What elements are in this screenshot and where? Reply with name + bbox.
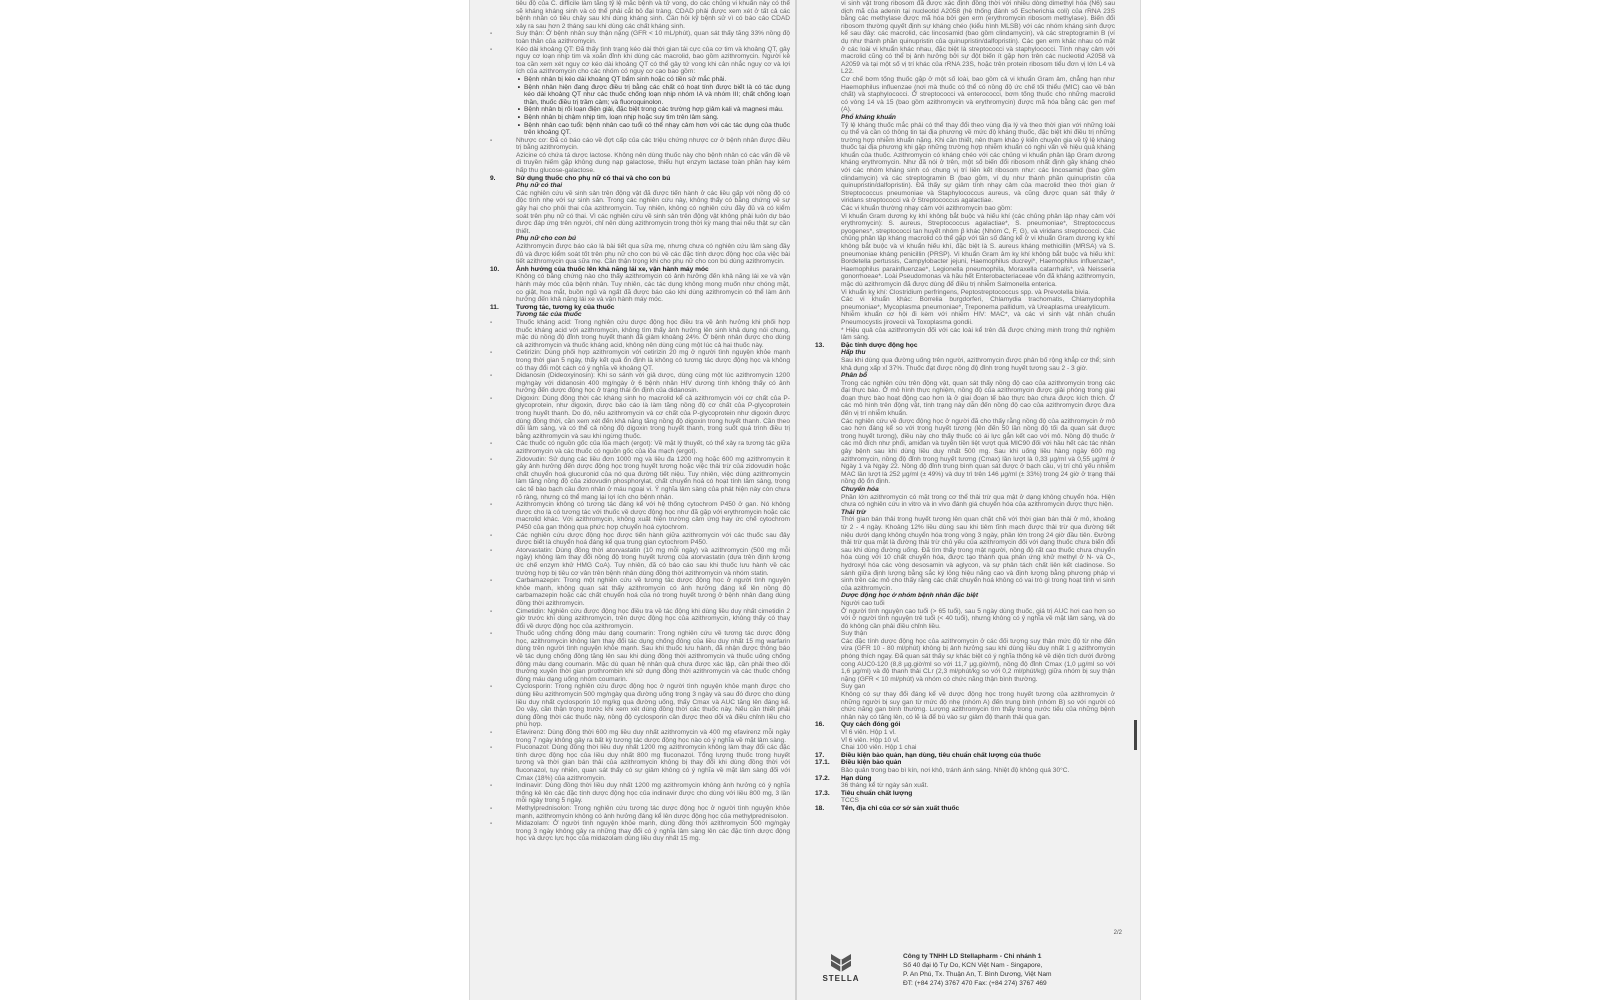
item-text: Efavirenz: Dùng đồng thời 600 mg liều duy nhất azithromycin và 400 mg efavirenz mỗi ngày trong 7 ngày không gây ra bất kỳ tương tác dược động học nào có ý nghĩa về mặt lâm sàng.	[516, 729, 790, 744]
item-text: Phần lớn azithromycin có mặt trong cơ thể thải trừ qua mật ở dạng không chuyển hóa. Hiện chưa có nghiên cứu in vitro và in vivo đánh giá chuyển hóa của azithromycin được thực hiện.	[841, 493, 1115, 509]
item-marker: 9.	[490, 174, 496, 182]
company-phone: ĐT: (+84 274) 3767 470 Fax: (+84 274) 3767 469	[903, 980, 1047, 987]
item-text: Nhiễm khuẩn cơ hội đi kèm với nhiễm HIV: MAC*, và các vi sinh vật nhân chuẩn Pneumocystis jirovecii và Toxoplasma gondii.	[841, 311, 1115, 326]
paragraph	[815, 76, 1115, 114]
item-marker: 10.	[490, 265, 500, 273]
section-subheading	[815, 349, 1115, 357]
paragraph	[490, 30, 790, 45]
paragraph	[490, 273, 790, 303]
company-address-1: Số 40 đại lộ Tự Do, KCN Việt Nam - Singapore,	[903, 962, 1043, 969]
item-marker	[815, 737, 841, 745]
item-text: Azithromycin không có tương tác đáng kể với hệ thống cytochrom P450 ở gan. Nó không được cho là có tương tác với thuốc về dược động học như đã gặp với erythromycin hoặc các macrolid khác. Với azithromycin, không xuất hiện trường cảm ứng hay ức chế cytochrom P450 của gan thông qua phức hợp chuyển hoá cytochrom.	[516, 501, 790, 531]
item-marker: -	[490, 455, 493, 463]
item-marker: -	[490, 349, 493, 357]
item-text: Các nghiên cứu dược động học được tiến hành giữa azithromycin với các thuốc sau đây được biết là chuyển hoá đáng kể qua trung gian cytochrom P450.	[516, 531, 790, 547]
paragraph	[490, 152, 790, 175]
item-text: Tương tác của thuốc	[516, 311, 582, 319]
item-text: tiêu độ của C. difficile làm tăng tỷ lệ mắc bệnh và tử vong, do các chủng vi khuẩn này có thể sẽ kháng kháng sinh và có thể phải cắt bỏ đại tràng. CDAD phải được xem xét ở tất cả các bệnh nhân có tiêu chảy sau khi dùng kháng sinh. Cần hỏi kỹ bệnh sử vì có báo cáo CDAD xảy ra sau hơn 2 tháng sau khi dùng các chất kháng sinh.	[516, 0, 790, 30]
bullet-item	[490, 114, 790, 122]
company-info	[903, 952, 1052, 988]
paragraph	[815, 357, 1115, 372]
item-text: Atorvastatin: Dùng đồng thời atorvastatin (10 mg mỗi ngày) và azithromycin (500 mg mỗi ngày) không làm thay đổi nồng độ trong huyết tương của atorvastatin (dựa trên định lượng ức chế enzym khử HMG CoA). Tuy nhiên, đã có báo cáo sau khi thuốc lưu hành về các trường hợp bị tiêu cơ vân trên bệnh nhân dùng đồng thời azithromycin và nhóm statin.	[516, 546, 790, 577]
paragraph	[815, 205, 1115, 213]
bullet-item	[490, 84, 790, 107]
item-text: vi sinh vật trong ribosom đã được xác định đồng thời với nhiều dòng dimethyl hóa (N6) sau dịch mã của adenin tại nucleotid A2058 (hệ thống đánh số Escherichia coli) của rRNA 23S bằng các methylase được mã hóa bởi gen erm (erythromycin ribosom methylase). Biến đổi ribosom thường quyết định sự kháng chéo (kiểu hình MLSB) với các nhóm kháng sinh được kể sau đây: các macrolid, các lincosamid (bao gồm clindamycin), và các streptogramin B (ví dụ như thành phần quinupristin của quinupristin/dalfopristin). Các gen erm khác nhau có mặt ở các loài vi khuẩn khác nhau, đặc biệt là streptococci và staphylococci. Tính nhạy cảm với macrolid cũng có thể bị ảnh hưởng bởi sự đột biến ít gặp hơn trên các nucleotid A2058 và A2059 và tại một số vị trí khác của rRNA 23S, hoặc trên protein ribosom tiểu đơn vị lớn L4 và L22.	[841, 0, 1115, 76]
item-marker	[815, 327, 841, 342]
paragraph	[815, 327, 1115, 342]
item-marker: -	[490, 531, 493, 539]
item-marker	[815, 494, 841, 509]
item-marker: -	[490, 546, 493, 554]
section-subheading	[815, 486, 1115, 494]
item-text: Vỉ 6 viên. Hộp 10 vỉ.	[841, 736, 900, 744]
item-marker: -	[490, 501, 493, 509]
item-text: Người cao tuổi	[841, 599, 885, 607]
item-text: Vỉ 6 viên. Hộp 1 vỉ.	[841, 729, 896, 736]
item-marker	[815, 205, 841, 213]
item-marker	[490, 190, 516, 236]
item-text: Các vi khuẩn thường nhạy cảm với azithromycin bao gồm:	[841, 205, 1013, 213]
paragraph	[815, 797, 1115, 805]
item-marker: 17.	[815, 751, 825, 759]
item-text: Các vi khuẩn khác: Borrelia burgdorferi, Chlamydia trachomatis, Chlamydophila pneumoniae*, Mycoplasma pneumoniae*, Treponema pallidum, và Ureaplasma urealyticum.	[841, 296, 1115, 311]
item-text: Cetirizin: Dùng phối hợp azithromycin với cetirizin 20 mg ở người tình nguyện khỏe mạnh trong thời gian 5 ngày, thấy kết quả ổn định là không có tương tác dược động học và không có thay đổi một cách có ý nghĩa về khoảng QT.	[516, 349, 790, 372]
item-text: Chuyển hóa	[841, 486, 879, 493]
item-text: Điều kiện bảo quản, hạn dùng, tiêu chuẩn chất lượng của thuốc	[841, 751, 1041, 759]
item-text: Phổ kháng khuẩn	[841, 113, 896, 121]
section-heading	[815, 805, 1115, 813]
item-marker	[815, 516, 841, 592]
item-marker: 18.	[815, 804, 825, 812]
paragraph	[490, 319, 790, 349]
item-marker	[815, 122, 841, 206]
edge-mark	[1134, 720, 1137, 750]
company-name: Công ty TNHH LD Stellapharm - Chi nhánh 1	[903, 953, 1042, 960]
item-text: Zidovudin: Sử dụng các liều đơn 1000 mg và liều đa 1200 mg hoặc 600 mg azithromycin ít gây ảnh hưởng đến dược động học trong huyết tương hoặc việc thải trừ của zidovudin hoặc chất chuyển hoá glucuronid của nó qua đường tiết niệu. Tuy nhiên, việc dùng azithromycin làm tăng nồng độ của zidovudin phosphorylat, chất chuyển hoá có hoạt tính lâm sàng, trong các tế bào bạch cầu đơn nhân ở máu ngoại vi. Ý nghĩa lâm sàng của phát hiện này còn chưa rõ ràng, nhưng có thể mang lại lợi ích cho bệnh nhân.	[516, 455, 790, 501]
item-marker	[815, 797, 841, 805]
item-marker	[815, 289, 841, 297]
item-marker	[815, 372, 841, 380]
item-marker: •	[517, 121, 520, 129]
page-number: 2/2	[1113, 930, 1122, 936]
manufacturer-block	[815, 952, 1115, 996]
item-marker	[815, 608, 841, 631]
item-text: Vi khuẩn kỵ khí: Clostridium perfringens, Peptostreptococcus spp. và Prevotella bivia.	[841, 288, 1091, 296]
item-text: Suy gan	[841, 683, 866, 691]
item-text: Các thuốc có nguồn gốc của lõa mạch (ergot): Về mặt lý thuyết, có thể xảy ra tương tác giữa azithromycin và các thuốc có nguồn gốc của lõa mạch (ergot).	[516, 440, 790, 456]
item-text: Suy thận: Ở bệnh nhân suy thận nặng (GFR < 10 mL/phút), quan sát thấy tăng 33% nồng độ toàn thân của azithromycin.	[516, 30, 790, 45]
item-marker: 17.2.	[815, 774, 830, 782]
item-marker	[815, 0, 841, 76]
paragraph	[490, 630, 790, 683]
item-marker	[815, 486, 841, 494]
bullet-item	[490, 106, 790, 114]
item-text: Azicine có chứa tá dược lactose. Không nên dùng thuốc này cho bệnh nhân có các vấn đề về di truyền hiếm gặp không dung nạp galactose, thiếu hụt enzym lactase toàn phần hay kém hấp thu glucose-galactose.	[516, 151, 790, 175]
item-marker: -	[490, 318, 493, 326]
section-subheading	[815, 114, 1115, 122]
paragraph	[815, 744, 1115, 752]
paragraph	[490, 190, 790, 236]
stella-logo	[815, 952, 867, 983]
item-text: Thuốc uống chống đông máu dạng coumarin: Trong nghiên cứu về tương tác dược động học, azithromycin không làm thay đổi tác dụng chống đông của liều duy nhất 15 mg warfarin dùng trên người tình nguyện khỏe mạnh. Sau khi thuốc lưu hành, đã nhận được thông báo về tác dụng chống đông tăng lên sau khi dùng đồng thời azithromycin và thuốc uống chống đông máu dạng coumarin. Mặc dù quan hệ nhân quả chưa được xác lập, cần phải theo dõi thường xuyên thời gian prothrombin khi sử dụng đồng thời azithromycin và các thuốc chống đông máu dạng uống nhóm coumarin.	[516, 630, 790, 683]
paragraph	[815, 311, 1115, 326]
section-heading	[815, 721, 1115, 729]
paragraph	[490, 395, 790, 441]
paragraph	[490, 820, 790, 843]
item-marker	[815, 296, 841, 311]
item-text: Nhược cơ: Đã có báo cáo về đợt cấp của các triệu chứng nhược cơ ở bệnh nhân được điều trị bằng azithromycin.	[516, 136, 790, 152]
item-text: Methylprednisolon: Trong nghiên cứu tương tác dược động học ở người tình nguyện khỏe mạnh, azithromycin không có ảnh hưởng đáng kể lên dược động học của methylprednisolon.	[516, 804, 790, 820]
paragraph	[815, 683, 1115, 691]
item-text: Trong các nghiên cứu trên động vật, quan sát thấy nồng độ cao của azithromycin trong các đại thực bào. Ở mô hình thực nghiệm, nồng độ của azithromycin được giải phóng trong giai đoạn thực bào hoạt động cao hơn là ở giai đoạn tế bào thực bào chưa được kích thích. Ở các mô hình trên động vật, tính trạng này dẫn đến nồng độ cao của azithromycin được đưa đến vị trí nhiễm khuẩn.	[841, 379, 1115, 418]
item-text: Tương tác, tương kỵ của thuốc	[516, 303, 615, 311]
item-marker: -	[490, 744, 493, 752]
item-marker: -	[490, 30, 493, 38]
item-text: Digoxin: Dùng đồng thời các kháng sinh họ macrolid kể cả azithromycin với cơ chất của P-glycoprotein, như digoxin, được báo cáo là làm tăng nồng độ cơ chất của P-glycoprotein trong huyết thanh. Do đó, nếu azithromycin và cơ chất của P-glycoprotein như digoxin được dùng đồng thời, cần xem xét đến khả năng tăng nồng độ digoxin trong huyết thanh. Cần theo dõi lâm sàng, và có thể cả nồng độ digoxin trong huyết thanh, trong suốt quá trình điều trị bằng azithromycin và sau khi ngừng thuốc.	[516, 394, 790, 440]
item-marker	[815, 509, 841, 517]
item-marker: -	[490, 630, 493, 638]
paragraph	[490, 532, 790, 547]
section-heading	[815, 759, 1115, 767]
item-text: Không có sự thay đổi đáng kể về dược động học trong huyết tương của azithromycin ở những người bị suy gan từ mức độ nhẹ (nhóm A) đến trung bình (nhóm B) so với người có chức năng gan bình thường. Lượng azithromycin tìm thấy trong nước tiểu của những bệnh nhân này có tăng lên, có lẽ là để bù vào sự giảm độ thanh thải qua gan.	[841, 691, 1115, 721]
paragraph	[490, 782, 790, 805]
paragraph	[815, 608, 1115, 631]
paragraph	[815, 0, 1115, 76]
item-text: Phụ nữ cho con bú	[516, 235, 577, 243]
paragraph	[490, 243, 790, 266]
item-marker	[815, 380, 841, 418]
paragraph	[490, 372, 790, 395]
paragraph	[815, 782, 1115, 790]
item-text: Tên, địa chỉ của cơ sở sản xuất thuốc	[841, 804, 960, 812]
paragraph	[815, 767, 1115, 775]
item-text: Cyclosporin: Trong nghiên cứu được động học ở người tình nguyện khỏe mạnh được cho dùng liều azithromycin 500 mg/ngày qua đường uống trong 3 ngày và sau đó được cho dùng liều duy nhất cyclosporin 10 mg/kg qua đường uống, thấy Cmax và AUC tăng lên đáng kể. Do vậy, cần thận trọng trước khi xem xét dùng đồng thời các thuốc này. Nếu cần thiết phải dùng đồng thời các thuốc này, nồng độ cyclosporin cần được theo dõi và điều chỉnh liều cho phù hợp.	[516, 683, 790, 729]
item-text: Midazolam: Ở người tình nguyện khỏe mạnh, dùng đồng thời azithromycin 500 mg/ngày trong 3 ngày không gây ra những thay đổi có ý nghĩa lâm sàng lên các đặc tính dược động học và dược lực học của midazolam dùng liều duy nhất 15 mg.	[516, 820, 790, 843]
paragraph	[815, 418, 1115, 486]
item-marker: -	[490, 577, 493, 585]
item-marker	[815, 744, 841, 752]
paragraph	[490, 805, 790, 820]
item-marker	[490, 235, 516, 243]
item-text: Chai 100 viên. Hộp 1 chai	[841, 744, 917, 752]
item-text: Quy cách đóng gói	[841, 721, 901, 729]
item-text: Không có bằng chứng nào cho thấy azithromycin có ảnh hưởng đến khả năng lái xe và vận hành máy móc của bệnh nhân. Tuy nhiên, các tác dụng không mong muốn như chóng mặt, co giật, hoa mắt, buồn ngủ và ngất đã được báo cáo khi dùng azithromycin có thể làm ảnh hưởng đến khả năng lái xe và vận hành máy móc.	[516, 273, 790, 304]
paragraph	[490, 608, 790, 631]
item-marker	[815, 592, 841, 600]
item-marker: 11.	[490, 303, 499, 311]
item-text: 36 tháng kể từ ngày sản xuất.	[841, 782, 929, 790]
paragraph	[490, 683, 790, 729]
item-text: Phụ nữ có thai	[516, 182, 563, 190]
item-text: Hấp thu	[841, 349, 866, 357]
paragraph	[815, 737, 1115, 745]
item-text: Bệnh nhân hiện đang được điều trị bằng các chất có hoạt tính được biết là có tác dụng kéo dài khoảng QT như các thuốc chống loạn nhịp nhóm IA và nhóm III; chất chống loạn thần, thuốc điều trị trầm cảm; và fluoroquinolon.	[524, 83, 790, 106]
item-text: Tỷ lệ kháng thuốc mắc phải có thể thay đổi theo vùng địa lý và theo thời gian với những loài cụ thể và cần có thông tin tại địa phương về mức độ kháng thuốc, đặc biệt khi điều trị những trường hợp nhiễm khuẩn nặng. Khi cần thiết, nên tham khảo ý kiến chuyên gia về tỷ lệ kháng thuốc tại địa phương khi gặp những trường hợp nhiễm khuẩn có nghi vấn về hiệu quả kháng khuẩn của thuốc. Azithromycin có kháng chéo với các chủng vi khuẩn phân lập Gram dương kháng erythromycin. Như đã nói ở trên, một số biến đổi ribosom nhất định gây kháng chéo với các nhóm kháng sinh có chung vị trí liên kết ribosom như: các lincosamid (bao gồm clindamycin) và các streptogramin B (bao gồm, ví dụ như thành phần quinupristin của quinupristin/dalfopristin). Đã thấy sự giảm tính nhạy cảm của macrolid theo thời gian ở Streptococcus pneumoniae và Staphylococcus aureus, và cũng được quan sát thấy ở viridans streptococci và ở Streptococcus agalactiae.	[841, 121, 1115, 205]
item-marker	[815, 782, 841, 790]
section-subheading	[815, 592, 1115, 600]
paragraph	[815, 630, 1115, 638]
item-marker: -	[490, 45, 493, 53]
item-text: Thuốc kháng acid: Trong nghiên cứu dược động học điều tra về ảnh hưởng khi phối hợp thuốc kháng acid với azithromycin, không tìm thấy ảnh hưởng lên sinh khả dụng nói chung, mặc dù nồng độ đỉnh trong huyết thanh đã giảm khoảng 24%. Ở bệnh nhân được cho dùng cả azithromycin và thuốc kháng acid, không nên dùng cùng một lúc cả hai thuốc này.	[516, 318, 790, 349]
item-text: Bệnh nhân bị chậm nhịp tim, loạn nhịp hoặc suy tim trên lâm sàng.	[524, 113, 719, 121]
section-heading	[815, 790, 1115, 798]
paragraph	[490, 349, 790, 372]
item-marker	[815, 638, 841, 684]
logo-text: STELLA	[822, 974, 860, 983]
item-marker	[815, 76, 841, 114]
item-marker: •	[517, 113, 520, 121]
item-text: Vi khuẩn Gram dương kỵ khí không bắt buộc và hiếu khí (các chủng phân lập nhạy cảm với erythromycin): S. aureus, Streptococcus agalactiae*, S. pneumoniae*, Streptococcus pyogenes*, streptococci tan huyết nhóm β khác (Nhóm C, F, G), và viridans streptococci. Các chủng phân lập kháng macrolid có thể gặp với tần số đáng kể ở vi khuẩn Gram dương kỵ khí không bắt buộc và vi khuẩn hiếu khí, đặc biệt là S. aureus kháng methicillin (MRSA) và S. pneumoniae kháng penicillin (PRSP). Vi khuẩn Gram âm kỵ khí không bắt buộc và hiếu khí: Bordetella pertussis, Campylobacter jejuni, Haemophilus ducreyi*, Haemophilus influenzae*, Haemophilus parainfluenzae*, Legionella pneumophila, Moraxella catarrhalis*, và Neisseria gonorrhoeae*. Loài Pseudomonas và hầu hết Enterobacteriaceae vốn đã kháng azithromycin, mặc dù azithromycin đã được dùng để điều trị nhiễm Salmonella enterica.	[841, 212, 1115, 288]
item-marker	[815, 767, 841, 775]
right-column	[815, 0, 1115, 813]
item-marker: -	[490, 136, 493, 144]
item-marker: -	[490, 804, 493, 812]
item-marker: -	[490, 729, 493, 736]
item-marker	[490, 0, 516, 30]
item-marker	[490, 273, 516, 303]
item-marker	[815, 683, 841, 691]
item-text: Đặc tính dược động học	[841, 341, 918, 349]
item-text: Dược động học ở nhóm bệnh nhân đặc biệt	[841, 592, 979, 600]
paragraph	[490, 440, 790, 455]
item-marker	[815, 114, 841, 122]
item-marker	[490, 311, 516, 319]
paragraph	[815, 638, 1115, 684]
paragraph	[815, 380, 1115, 418]
section-subheading	[490, 235, 790, 243]
paragraph	[490, 729, 790, 744]
section-subheading	[815, 372, 1115, 380]
item-marker	[815, 213, 841, 289]
item-marker: -	[490, 440, 493, 448]
left-column	[490, 0, 790, 843]
section-subheading	[490, 182, 790, 190]
paragraph	[815, 213, 1115, 289]
item-marker	[490, 182, 516, 190]
item-marker: 13.	[815, 341, 825, 349]
item-marker	[490, 152, 516, 175]
item-marker	[815, 418, 841, 486]
item-marker: •	[517, 106, 520, 114]
paragraph	[815, 600, 1115, 608]
item-marker: •	[517, 75, 520, 83]
item-marker: -	[490, 394, 493, 402]
item-text: Ở người tình nguyện cao tuổi (> 65 tuổi), sau 5 ngày dùng thuốc, giá trị AUC hơi cao hơn so với ở người tình nguyện trẻ tuổi (< 40 tuổi), nhưng không có ý nghĩa về mặt lâm sàng, và do đó không cần phải điều chỉnh liều.	[841, 607, 1115, 630]
paragraph	[490, 456, 790, 502]
item-marker: -	[490, 820, 493, 828]
paragraph	[815, 729, 1115, 737]
company-address-2: P. An Phú, Tx. Thuận An, T. Bình Dương, Việt Nam	[903, 971, 1052, 978]
paragraph	[490, 46, 790, 76]
paragraph	[815, 691, 1115, 721]
item-text: Cơ chế bơm tống thuốc gặp ở một số loài, bao gồm cả vi khuẩn Gram âm, chẳng hạn như Haemophilus influenzae (nơi mà thuốc có thể có nồng độ ức chế tối thiểu (MIC) cao về bản chất) và staphylococci. Ở streptococci và enterococci, bơm tống thuốc cho những macrolid có vòng 14 và 15 (bao gồm azithromycin và erythromycin) được mã hóa bằng các gen mef (A).	[841, 75, 1115, 114]
paragraph	[815, 296, 1115, 311]
item-marker	[815, 729, 841, 737]
paragraph	[490, 501, 790, 531]
item-text: * Hiệu quả của azithromycin đối với các loài kể trên đã được chứng minh trong thử nghiệm lâm sàng.	[841, 326, 1115, 342]
item-text: Azithromycin được báo cáo là bài tiết qua sữa mẹ, nhưng chưa có nghiên cứu lâm sàng đầy đủ và được kiểm soát tốt trên phụ nữ cho con bú về các đặc tính dược động học của việc bài tiết azithromycin qua sữa mẹ. Cần thận trọng khi cho phụ nữ cho con bú dùng azithromycin.	[516, 243, 790, 266]
paragraph	[815, 122, 1115, 206]
item-text: Điều kiện bảo quản	[841, 759, 902, 767]
item-marker: •	[517, 83, 520, 91]
item-text: Fluconazol: Dùng đồng thời liều duy nhất 1200 mg azithromycin không làm thay đổi các đặc tính dược động học của liều duy nhất 800 mg fluconazol. Tổng lượng thuốc trong huyết tương và thời gian bán thải của azithromycin không bị thay đổi khi dùng đồng thời với fluconazol, tuy nhiên, quan sát thấy có sự giảm không có ý nghĩa về mặt lâm sàng đối với Cmax (18%) của azithromycin.	[516, 744, 790, 782]
paragraph	[490, 547, 790, 577]
paragraph	[490, 0, 790, 30]
leaflet-page	[470, 0, 1140, 1000]
item-marker: -	[490, 782, 493, 790]
item-text: Sau khi dùng qua đường uống trên người, azithromycin được phân bố rộng khắp cơ thể; sinh khả dụng xấp xỉ 37%. Thuốc đạt được nồng độ đỉnh trong huyết tương sau 2 - 3 giờ.	[841, 356, 1115, 372]
item-marker: -	[490, 607, 493, 615]
item-marker: 17.1.	[815, 759, 830, 767]
paragraph	[815, 494, 1115, 509]
item-marker: -	[490, 372, 493, 380]
item-text: Các nghiên cứu về được động học ở người đã cho thấy rằng nồng độ của azithromycin ở mô cao hơn đáng kể so với trong huyết tương (lên đến 50 lần nồng độ tối đa quan sát được trong huyết tương), điều này cho thấy thuốc có ái lực gắn kết cao với mô. Nồng độ thuốc ở các mô đích như phổi, amiđan và tuyến tiền liệt vượt quá MIC90 đối với hầu hết các tác nhân gây bệnh sau khi dùng liều duy nhất 500 mg. Sau khi uống liều hàng ngày 600 mg azithromycin, nồng độ đỉnh trong huyết tương (Cmax) lần lượt là 0,33 µg/ml và 0,55 µg/ml ở Ngày 1 và Ngày 22. Nồng độ đỉnh trung bình quan sát được ở bạch cầu, vị trí chủ yếu nhiễm MAC lần lượt là 252 µg/ml (± 49%) và duy trì trên 146 µg/ml (± 33%) trong 24 giờ ở trạng thái nồng độ ổn định.	[841, 417, 1115, 486]
stella-emblem-icon	[828, 952, 854, 974]
bullet-item	[490, 76, 790, 84]
item-text: TCCS	[841, 797, 859, 805]
item-marker	[815, 691, 841, 721]
item-marker	[815, 349, 841, 357]
paragraph	[815, 516, 1115, 592]
item-text: Suy thận	[841, 630, 868, 638]
item-marker	[815, 357, 841, 372]
item-marker: 16.	[815, 721, 825, 729]
item-text: Thải trừ	[841, 508, 866, 516]
item-text: Cimetidin: Nghiên cứu được động học điều tra về tác động khi dùng liều duy nhất cimetidin 2 giờ trước khi dùng azithromycin, trên dược động học của azithromycin, không thấy có thay đổi về dược động học của azithromycin.	[516, 607, 790, 630]
item-marker: 17.3.	[815, 789, 830, 797]
item-text: Ảnh hưởng của thuốc lên khả năng lái xe, vận hành máy móc	[516, 265, 709, 273]
item-text: Sử dụng thuốc cho phụ nữ có thai và cho con bú	[516, 174, 671, 182]
item-text: Bệnh nhân cao tuổi: bệnh nhân cao tuổi có thể nhạy cảm hơn với các tác dụng của thuốc trên khoảng QT.	[524, 121, 790, 137]
item-marker: -	[490, 683, 493, 691]
item-marker	[490, 243, 516, 266]
item-text: Bệnh nhân bị rối loạn điện giải, đặc biệt trong các trường hợp giảm kali và magnesi máu.	[524, 106, 784, 114]
item-text: Các đặc tính dược động học của azithromycin ở các đối tượng suy thận mức độ từ nhẹ đến vừa (GFR 10 - 80 ml/phút) không bị ảnh hưởng sau khi dùng liều duy nhất 1 g azithromycin phóng thích ngay. Đã quan sát thấy sự khác biệt có ý nghĩa thống kê về diện tích dưới đường cong AUC0-120 (8,8 µg.giờ/ml so với 11,7 µg.giờ/ml), nồng độ đỉnh Cmax (1,0 µg/ml so với 1,6 µg/ml) và độ thanh thải CLr (2,3 ml/phút/kg so với 0,2 ml/phút/kg) giữa nhóm bị suy thận nặng (GFR < 10 ml/phút) và nhóm có chức năng thận bình thường.	[841, 637, 1115, 683]
item-text: Bệnh nhân bị kéo dài khoảng QT bẩm sinh hoặc có tiền sử mắc phải.	[524, 75, 727, 83]
paragraph	[490, 577, 790, 607]
bullet-item	[490, 122, 790, 137]
center-fold	[795, 0, 797, 1000]
item-text: Bảo quản trong bao bì kín, nơi khô, tránh ánh sáng. Nhiệt độ không quá 30°C.	[841, 766, 1070, 774]
item-text: Phân bố	[841, 372, 868, 380]
item-text: Thời gian bán thải trong huyết tương lên quan chặt chẽ với thời gian bán thải ở mô, khoảng từ 2 - 4 ngày. Khoảng 12% liều dùng sau khi tiêm tĩnh mạch được thải trừ qua đường tiết niệu dưới dạng không chuyển hóa trong vòng 3 ngày, phần lớn trong 24 giờ đầu tiên. Đường thải trừ qua mật là đường thải trừ chủ yếu của azithromycin đối với dạng thuốc chưa biến đổi sau khi dùng đường uống. Đã tìm thấy trong mật người, nồng độ rất cao thuốc chưa chuyển hóa cùng với 10 chất chuyển hóa, được tạo thành qua phản ứng khử methyl ở N- và O-, hydroxyl hóa các vòng desosamin và aglycon, và sự phân tách chất liên kết cladinose. So sánh giữa định lượng bằng sắc ký lỏng hiệu năng cao và định lượng bằng phương pháp vi sinh trên các mô cho thấy rằng các chất chuyển hoá không có vai trò gì trong hoạt tính vi sinh của azithromycin.	[841, 516, 1115, 592]
item-marker	[815, 630, 841, 638]
item-text: Các nghiên cứu về sinh sản trên động vật đã được tiến hành ở các liều gấp với nồng độ có độc tính nhẹ với sự sinh sản. Trong các nghiên cứu này, không thấy có bằng chứng về sự gây hại cho phôi thai của azithromycin. Tuy nhiên, không có nghiên cứu đầy đủ và có kiểm soát trên phụ nữ có thai. Vì các nghiên cứu về sinh sản trên động vật không phải luôn dự báo được đáp ứng trên người, chỉ nên dùng azithromycin trong thời kỳ mang thai nếu thật sự cần thiết.	[516, 189, 790, 235]
item-text: Didanosin (Dideoxyinosin): Khi so sánh với giả dược, dùng cùng một lúc azithromycin 1200 mg/ngày với didanosin 400 mg/ngày ở 6 bệnh nhân HIV dương tính không thấy có ảnh hưởng đến dược động học ở trạng thái ổn định của didanosin.	[516, 372, 790, 395]
paragraph	[490, 137, 790, 152]
item-text: Hạn dùng	[841, 774, 872, 782]
item-text: Kéo dài khoảng QT: Đã thấy tình trạng kéo dài thời gian tái cực của cơ tim và khoảng QT, gây nguy cơ loạn nhịp tim và xoắn đỉnh khi dùng các macrolid, bao gồm azithromycin. Người kê toa cần xem xét nguy cơ kéo dài khoảng QT có thể gây tử vong khi cân nhắc nguy cơ và lợi ích của azithromycin cho các nhóm có nguy cơ cao bao gồm:	[516, 45, 790, 76]
item-text: Indinavir: Dùng đồng thời liều duy nhất 1200 mg azithromycin không ảnh hưởng có ý nghĩa thống kê lên các đặc tính dược động học của indinavir được cho dùng với liều 800 mg, 3 lần mỗi ngày trong 5 ngày.	[516, 782, 790, 805]
item-marker	[815, 600, 841, 608]
item-text: Tiêu chuẩn chất lượng	[841, 789, 913, 797]
item-marker	[815, 311, 841, 326]
paragraph	[490, 744, 790, 782]
item-text: Carbamazepin: Trong một nghiên cứu về tương tác dược động học ở người tình nguyện khỏe mạnh, không quan sát thấy azithromycin có ảnh hưởng đáng kể lên nồng độ carbamazepin hoặc các chất chuyển hoá của nó trong huyết tương ở bệnh nhân đang dùng đồng thời azithromycin.	[516, 577, 790, 607]
section-subheading	[490, 311, 790, 319]
section-heading	[490, 175, 790, 183]
